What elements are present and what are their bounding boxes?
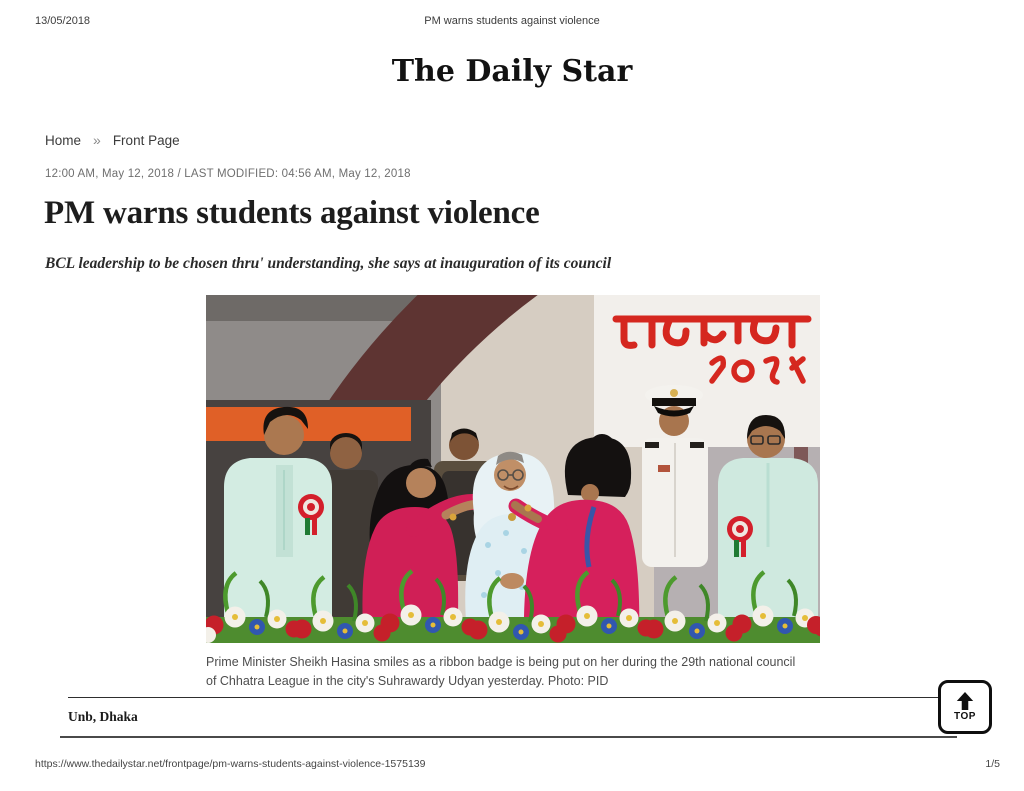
print-footer-url: https://www.thedailystar.net/frontpage/pm-warns-students-against-violence-1575139 — [35, 758, 426, 770]
arrow-up-icon — [955, 692, 975, 710]
print-footer-page: 1/5 — [985, 758, 1000, 770]
article-photo-illustration — [206, 295, 820, 643]
masthead — [0, 54, 1024, 89]
top-button-label: TOP — [954, 711, 976, 722]
back-to-top-button[interactable] — [938, 680, 992, 734]
print-doc-title: PM warns students against violence — [424, 15, 600, 27]
breadcrumb-home-link[interactable]: Home — [45, 132, 82, 148]
byline-rule-bottom — [60, 736, 957, 738]
breadcrumb — [45, 132, 180, 148]
article-photo — [206, 295, 820, 692]
site-logo[interactable]: The Daily Star — [391, 54, 633, 89]
breadcrumb-section-link[interactable]: Front Page — [112, 132, 180, 148]
stage-orange-stripe — [206, 407, 411, 441]
article-headline: PM warns students against violence — [44, 195, 540, 231]
photo-caption: Prime Minister Sheikh Hasina smiles as a ribbon badge is being put on her during the 29th national council of Chhatra League in the city's Suhrawardy Udyan yesterday. Photo: PID — [206, 655, 796, 689]
byline-rule-top — [68, 697, 938, 698]
article-timestamp: 12:00 AM, May 12, 2018 / LAST MODIFIED: 04:56 AM, May 12, 2018 — [45, 168, 411, 180]
article-subheadline: BCL leadership to be chosen thru' understanding, she says at inauguration of its council — [45, 255, 612, 272]
breadcrumb-separator-icon: » — [93, 132, 101, 148]
print-date: 13/05/2018 — [35, 15, 91, 27]
article-byline: Unb, Dhaka — [68, 709, 138, 724]
